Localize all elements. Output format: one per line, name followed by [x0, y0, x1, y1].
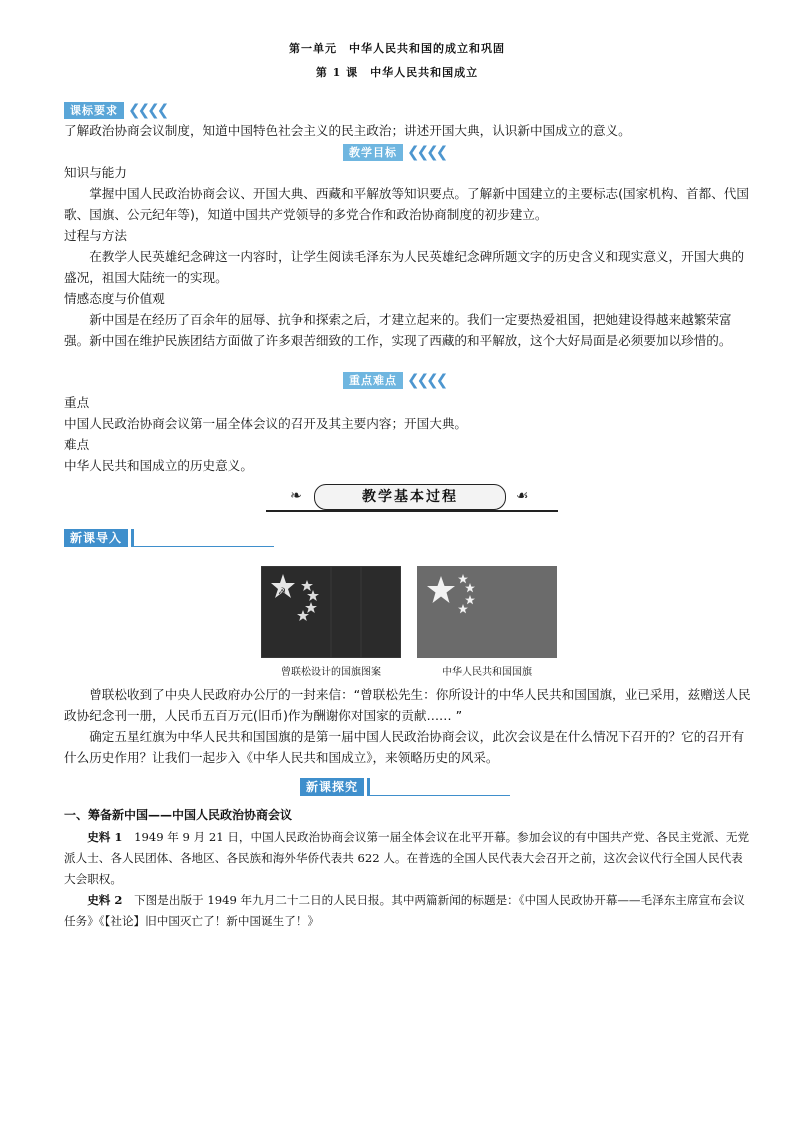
chevrons-icon: ❮❮❮❮	[128, 101, 167, 119]
source-1-text: 1949 年 9 月 21 日，中国人民政治协商会议第一届全体会议在北平开幕。参加会议的有中国共产党、各民主党派、无党派人士、各人民团体、各地区、各民族和海外华侨代表共 622 人。在普选的全国人民代表大会召开之前，这次会议代行全国人民代表大会职权。	[64, 830, 750, 886]
prc-flag-svg	[417, 566, 557, 658]
process-heading: 过程与方法	[64, 228, 127, 243]
key-points-banner-label: 重点难点	[343, 372, 403, 389]
difficult-heading: 难点	[64, 437, 90, 452]
prc-flag-image	[417, 566, 557, 658]
curriculum-text: 了解政治协商会议制度，知道中国特色社会主义的民主政治；讲述开国大典，认识新中国成立的意义。	[64, 123, 631, 138]
svg-text:☭: ☭	[278, 587, 287, 597]
ornament-left-icon: ❧	[290, 488, 302, 504]
draft-flag-image	[261, 566, 401, 658]
lesson-title: 第 1 课 中华人民共和国成立	[315, 66, 479, 79]
tag-bar	[367, 778, 370, 796]
key-points-banner	[343, 372, 445, 389]
divider	[266, 510, 558, 512]
process-section-banner	[266, 482, 558, 512]
source-material-1	[64, 827, 754, 890]
intro-tag	[64, 529, 274, 547]
process-text: 在教学人民英雄纪念碑这一内容时，让学生阅读毛泽东为人民英雄纪念碑所题文字的历史含义和现实意义，开国大典的盛况，祖国大陆统一的实现。	[64, 249, 745, 285]
goals-banner-label: 教学目标	[343, 144, 403, 161]
source-material-2	[64, 890, 754, 932]
chevrons-icon: ❮❮❮❮	[407, 371, 446, 389]
knowledge-text: 掌握中国人民政治协商会议、开国大典、西藏和平解放等知识要点。了解新中国建立的主要标志(国家机构、首都、代国歌、国旗、公元纪年等)，知道中国共产党领导的多党合作和政治协商制度的初步建立。	[64, 186, 749, 222]
curriculum-banner-label: 课标要求	[64, 102, 124, 119]
unit-title: 第一单元 中华人民共和国的成立和巩固	[289, 42, 505, 55]
caption-prc-flag: 中华人民共和国国旗	[442, 667, 532, 678]
difficult-text: 中华人民共和国成立的历史意义。	[64, 458, 253, 473]
key-heading: 重点	[64, 395, 90, 410]
intro-paragraph-2: 确定五星红旗为中华人民共和国国旗的是第一届中国人民政治协商会议，此次会议是在什么情况下召开的？它的召开有什么历史作用？让我们一起步入《中华人民共和国成立》，来领略历史的风采。	[64, 729, 745, 765]
process-banner-title: 教学基本过程	[314, 484, 506, 510]
ornament-right-icon: ☙	[516, 488, 529, 504]
tag-bar	[131, 529, 134, 547]
key-text: 中国人民政治协商会议第一届全体会议的召开及其主要内容；开国大典。	[64, 416, 467, 431]
source-2-text: 下图是出版于 1949 年九月二十二日的人民日报。其中两篇新闻的标题是：《中国人民政协开幕——毛泽东主席宣布会议任务》《【社论】旧中国灭亡了！新中国诞生了！》	[64, 893, 745, 928]
emotion-text: 新中国是在经历了百余年的屈辱、抗争和探索之后，才建立起来的。我们一定要热爱祖国，把她建设得越来越繁荣富强。新中国在维护民族团结方面做了许多艰苦细致的工作，实现了西藏的和平解放，这个大好局面是必须要加以珍惜的。	[64, 312, 732, 348]
goals-banner	[343, 144, 445, 161]
section-heading-1: 一、筹备新中国——中国人民政治协商会议	[64, 808, 293, 822]
tag-underline	[134, 546, 274, 547]
tag-underline	[370, 795, 510, 796]
draft-flag-svg	[261, 566, 401, 658]
intro-paragraph-1: 曾联松收到了中央人民政府办公厅的一封来信：“曾联松先生：你所设计的中华人民共和国国旗，业已采用，兹赠送人民政协纪念刊一册，人民币五百万元(旧币)作为酬谢你对国家的贡献…… ”	[64, 687, 751, 723]
chevrons-icon: ❮❮❮❮	[407, 143, 446, 161]
intro-tag-label: 新课导入	[64, 529, 128, 547]
knowledge-heading: 知识与能力	[64, 165, 127, 180]
source-2-label: 史料 2	[87, 893, 123, 907]
explore-tag-label: 新课探究	[300, 778, 364, 796]
emotion-heading: 情感态度与价值观	[64, 291, 165, 306]
caption-draft-flag: 曾联松设计的国旗图案	[281, 667, 381, 678]
curriculum-banner	[64, 102, 166, 119]
source-1-label: 史料 1	[87, 830, 123, 844]
explore-tag	[300, 778, 510, 796]
